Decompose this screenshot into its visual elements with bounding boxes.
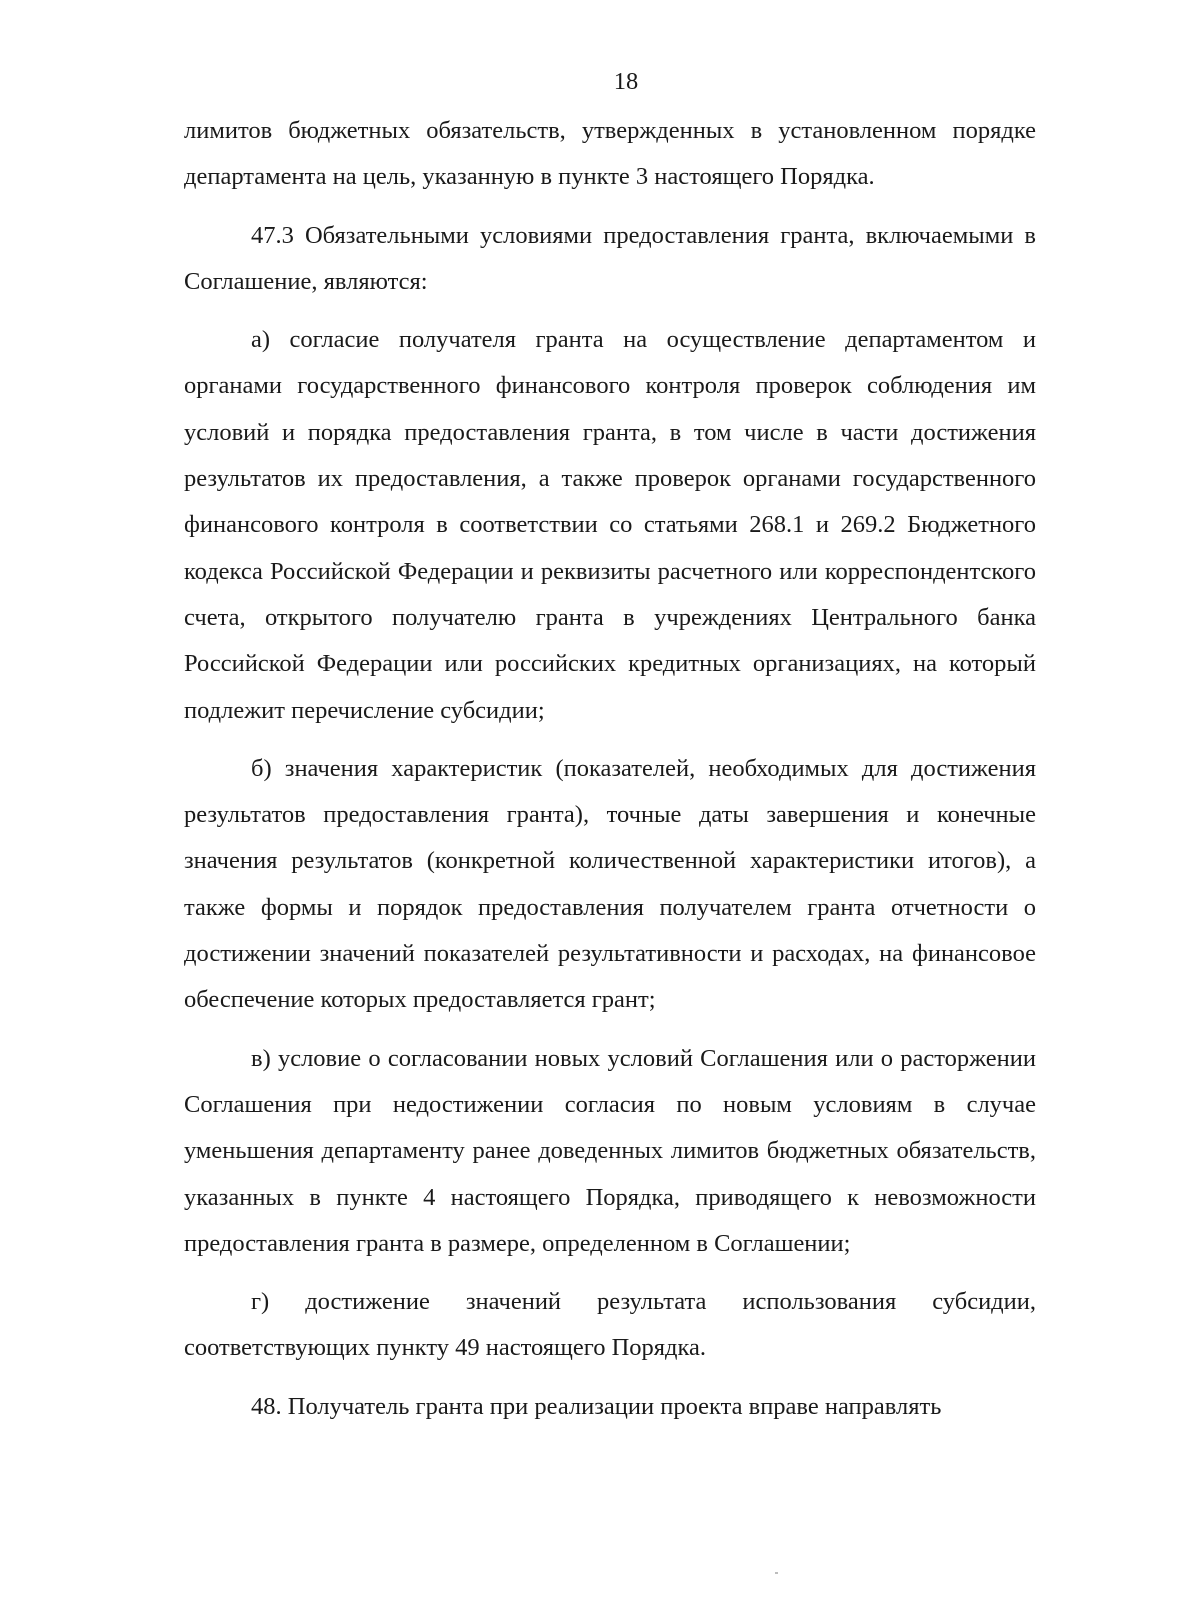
paragraph-47-3: 47.3 Обязательными условиями предоставления гранта, включаемыми в Соглашение, являются: [184, 221, 1036, 295]
paragraph-item-b: б) значения характеристик (показателей, необходимых для достижения результатов предоставления гранта), точные даты завершения и конечные значения результатов (конкретной количественной характеристики итогов), а также формы и порядок предоставления получателем гранта отчетности о достижении значений показателей результативности и расходах, на финансовое обеспечение которых предоставляется грант; [184, 754, 1036, 1014]
scan-artifact-dot [775, 1572, 778, 1574]
page-number: 18 [613, 68, 639, 95]
paragraph-item-v: в) условие о согласовании новых условий Соглашения или о расторжении Соглашения при недостижении согласия по новым условиям в случае уменьшения департаменту ранее доведенных лимитов бюджетных обязательств, указанных в пункте 4 настоящего Порядка, приводящего к невозможности предоставления гранта в размере, определенном в Соглашении; [184, 1044, 1036, 1257]
paragraph-continuation-limits: лимитов бюджетных обязательств, утвержденных в установленном порядке департамента на цель, указанную в пункте 3 настоящего Порядка. [184, 117, 1036, 191]
paragraph-item-g: г) достижение значений результата использования субсидии, соответствующих пункту 49 настоящего Порядка. [184, 1288, 1036, 1362]
paragraph-item-a: а) согласие получателя гранта на осуществление департаментом и органами государственного финансового контроля проверок соблюдения им условий и порядка предоставления гранта, в том числе в части достижения результатов их предоставления, а также проверок органами государственного финансового контроля в соответствии со статьями 268.1 и 269.2 Бюджетного кодекса Российской Федерации и реквизиты расчетного или корреспондентского счета, открытого получателю гранта в учреждениях Центрального банка Российской Федерации или российских кредитных организациях, на который подлежит перечисление субсидии; [184, 326, 1036, 724]
document-body [184, 108, 1036, 1442]
paragraph-48: 48. Получатель гранта при реализации проекта вправе направлять [251, 1392, 942, 1420]
